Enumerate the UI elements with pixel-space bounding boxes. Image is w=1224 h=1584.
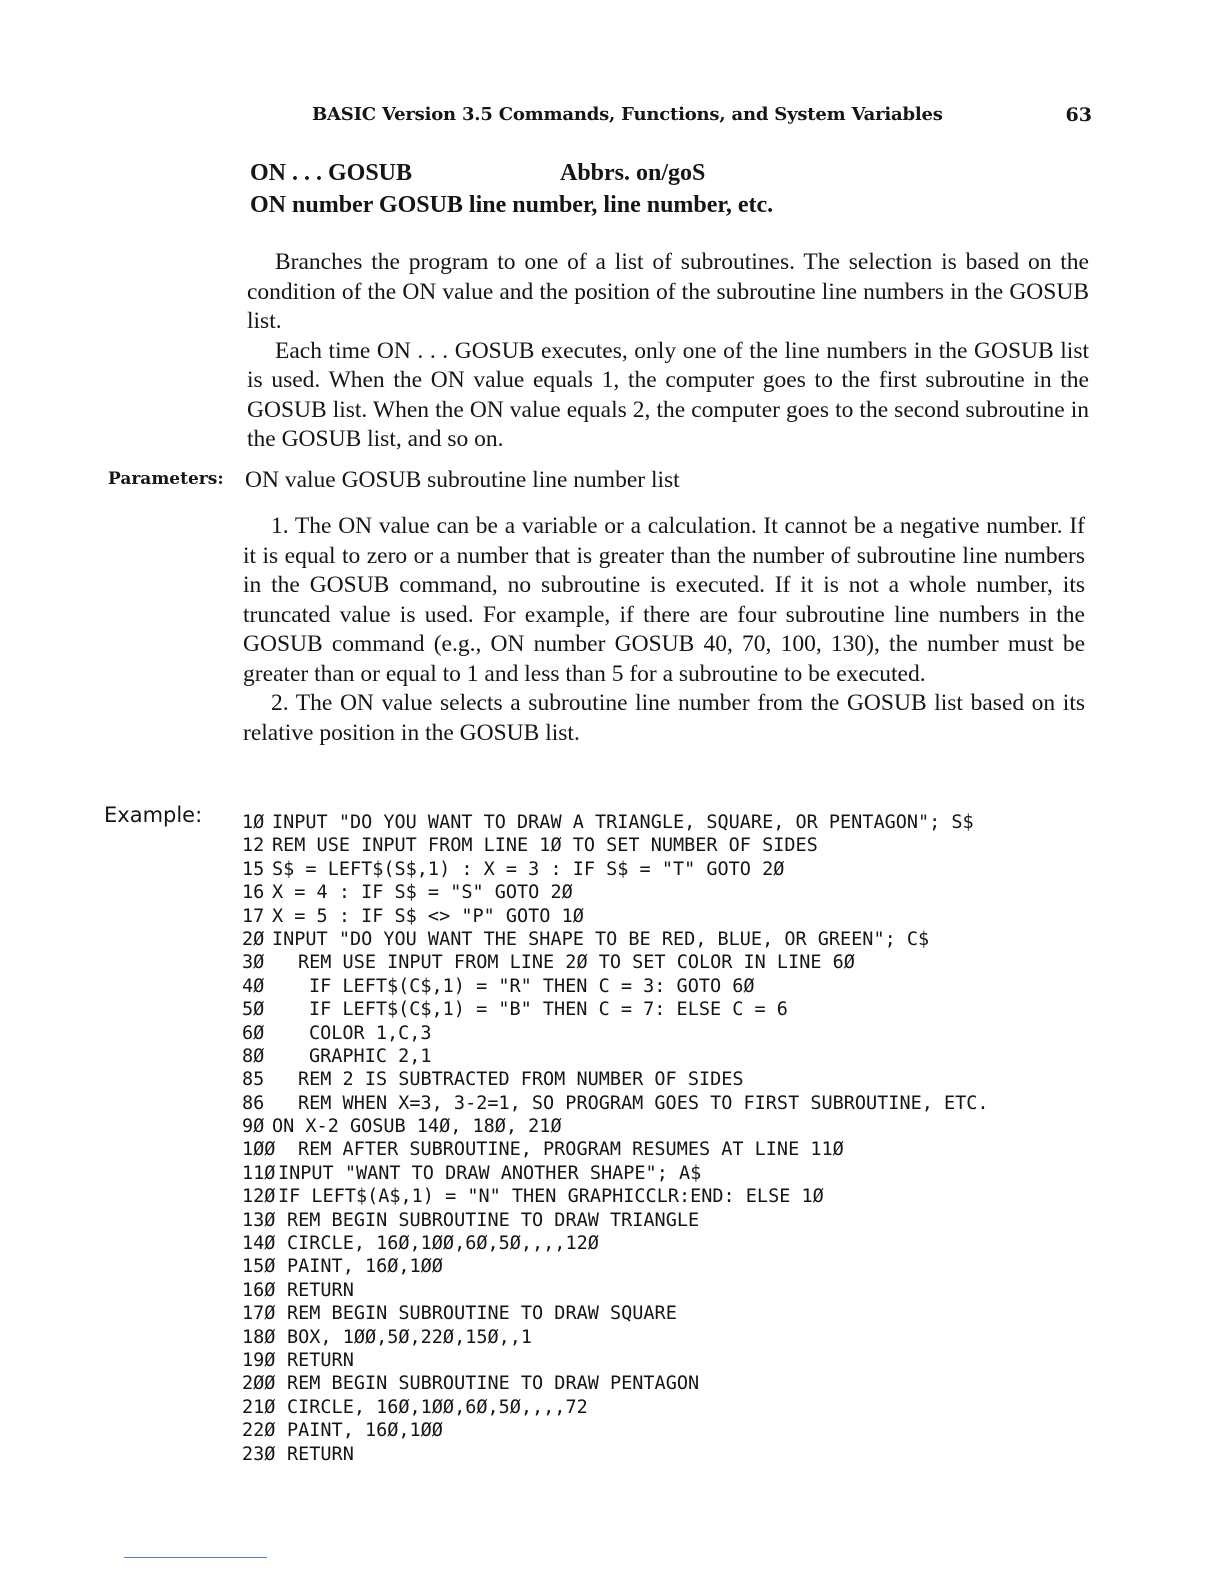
code-statement: CIRCLE, 16Ø,1ØØ,6Ø,5Ø,,,,12Ø: [287, 1233, 599, 1255]
code-line: [242, 1022, 1072, 1045]
code-line: [242, 1092, 1072, 1115]
code-line: [242, 951, 1072, 974]
code-statement: BOX, 1ØØ,5Ø,22Ø,15Ø,,1: [287, 1326, 533, 1348]
code-statement: PAINT, 16Ø,1ØØ: [287, 1256, 443, 1278]
page-number: 63: [1065, 104, 1092, 126]
code-statement: IF LEFT$(C$,1) = "R" THEN C = 3: GOTO 6Ø: [309, 975, 755, 997]
code-line: [242, 834, 1072, 857]
command-syntax: ON number GOSUB line number, line number, etc.: [250, 192, 774, 218]
code-line: [242, 881, 1072, 904]
code-statement: X = 5 : IF S$ <> "P" GOTO 1Ø: [272, 905, 584, 927]
parameter-note: 1. The ON value can be a variable or a calculation. It cannot be a negative number. If it is equal to zero or a number that is greater than the number of subroutine line numbers in the GOSUB command, no subroutine is executed. If it is not a whole number, its truncated value is used. For example, if there are four subroutine line numbers in the GOSUB command (e.g., ON number GOSUB 40, 70, 100, 130), the number must be greater than or equal to 1 and less than 5 for a subroutine to be executed.: [243, 513, 1085, 687]
code-statement: RETURN: [287, 1443, 354, 1465]
line-number: 12: [242, 835, 265, 857]
code-statement: REM BEGIN SUBROUTINE TO DRAW TRIANGLE: [287, 1209, 700, 1231]
code-statement: INPUT "DO YOU WANT TO DRAW A TRIANGLE, SQUARE, OR PENTAGON"; S$: [272, 812, 974, 833]
code-statement: REM 2 IS SUBTRACTED FROM NUMBER OF SIDES: [298, 1069, 744, 1091]
code-statement: GRAPHIC 2,1: [309, 1045, 432, 1067]
line-number: 17Ø: [242, 1303, 276, 1325]
line-number: 15Ø: [242, 1256, 276, 1278]
line-number: 9Ø: [242, 1116, 265, 1138]
code-statement: RETURN: [287, 1279, 354, 1301]
code-statement: IF LEFT$(A$,1) = "N" THEN GRAPHICCLR:END: ELSE 1Ø: [278, 1186, 824, 1208]
line-number: 18Ø: [242, 1326, 276, 1348]
code-statement: INPUT "WANT TO DRAW ANOTHER SHAPE"; A$: [278, 1162, 702, 1184]
code-line: [242, 1419, 1072, 1442]
parameters-label: Parameters:: [108, 469, 224, 489]
description-paragraph: Branches the program to one of a list of subroutines. The selection is based on the condition of the ON value and the position of the subroutine line numbers in the GOSUB list.: [247, 249, 1089, 334]
code-line: [242, 1349, 1072, 1372]
code-statement: REM WHEN X=3, 3-2=1, SO PROGRAM GOES TO FIRST SUBROUTINE, ETC.: [298, 1092, 989, 1114]
line-number: 11Ø: [242, 1162, 276, 1184]
code-line: [242, 1396, 1072, 1419]
code-statement: RETURN: [287, 1349, 354, 1371]
line-number: 19Ø: [242, 1349, 276, 1371]
code-line: [242, 1209, 1072, 1232]
running-header: [312, 104, 1092, 132]
parameters-summary: ON value GOSUB subroutine line number list: [245, 467, 680, 493]
line-number: 16Ø: [242, 1279, 276, 1301]
line-number: 6Ø: [242, 1022, 265, 1044]
line-number: 14Ø: [242, 1233, 276, 1255]
code-statement: X = 4 : IF S$ = "S" GOTO 2Ø: [272, 882, 573, 904]
line-number: 2Ø: [242, 928, 265, 950]
line-number: 22Ø: [242, 1420, 276, 1442]
line-number: 2ØØ: [242, 1373, 276, 1395]
line-number: 15: [242, 858, 265, 880]
line-number: 17: [242, 905, 265, 927]
code-statement: REM BEGIN SUBROUTINE TO DRAW PENTAGON: [287, 1373, 700, 1395]
code-line: [242, 1443, 1072, 1466]
code-line: [242, 1185, 1072, 1208]
line-number: 3Ø: [242, 952, 265, 974]
line-number: 86: [242, 1092, 265, 1114]
code-line: [242, 1138, 1072, 1161]
line-number: 23Ø: [242, 1443, 276, 1465]
line-number: 85: [242, 1069, 265, 1091]
line-number: 12Ø: [242, 1186, 276, 1208]
code-line: [242, 1232, 1072, 1255]
code-line: [242, 1255, 1072, 1278]
code-statement: REM USE INPUT FROM LINE 2Ø TO SET COLOR IN LINE 6Ø: [298, 952, 855, 974]
line-number: 4Ø: [242, 975, 265, 997]
command-name: ON . . . GOSUB: [250, 160, 413, 186]
line-number: 1Ø: [242, 812, 265, 833]
line-number: 8Ø: [242, 1045, 265, 1067]
code-statement: REM USE INPUT FROM LINE 1Ø TO SET NUMBER OF SIDES: [272, 835, 818, 857]
code-statement: REM AFTER SUBROUTINE, PROGRAM RESUMES AT LINE 11Ø: [298, 1139, 844, 1161]
footer-rule: [124, 1557, 267, 1558]
command-abbreviation: Abbrs. on/goS: [560, 160, 706, 186]
line-number: 16: [242, 882, 265, 904]
code-line: [242, 1302, 1072, 1325]
code-line: [242, 998, 1072, 1021]
code-statement: ON X-2 GOSUB 14Ø, 18Ø, 21Ø: [272, 1116, 562, 1138]
parameter-note: 2. The ON value selects a subroutine line number from the GOSUB list based on its relative position in the GOSUB list.: [243, 690, 1085, 746]
code-line: [242, 1372, 1072, 1395]
running-title: BASIC Version 3.5 Commands, Functions, and System Variables: [312, 104, 943, 125]
code-statement: CIRCLE, 16Ø,1ØØ,6Ø,5Ø,,,,72: [287, 1396, 588, 1418]
description-paragraph: Each time ON . . . GOSUB executes, only one of the line numbers in the GOSUB list is used. When the ON value equals 1, the computer goes to the first subroutine in the GOSUB list. When the ON value equals 2, the computer goes to the second subroutine in the GOSUB list, and so on.: [247, 337, 1089, 452]
code-line: [242, 975, 1072, 998]
code-statement: IF LEFT$(C$,1) = "B" THEN C = 7: ELSE C = 6: [309, 999, 788, 1021]
line-number: 5Ø: [242, 999, 265, 1021]
line-number: 1ØØ: [242, 1139, 276, 1161]
code-statement: REM BEGIN SUBROUTINE TO DRAW SQUARE: [287, 1303, 677, 1325]
command-heading: [250, 157, 970, 221]
code-line: [242, 1115, 1072, 1138]
code-statement: PAINT, 16Ø,1ØØ: [287, 1420, 443, 1442]
code-line: [242, 928, 1072, 951]
example-label: Example:: [104, 803, 203, 827]
code-line: [242, 811, 1072, 834]
code-line: [242, 1279, 1072, 1302]
code-line: [242, 1068, 1072, 1091]
line-number: 13Ø: [242, 1209, 276, 1231]
code-listing: [242, 811, 1072, 1466]
code-line: [242, 1045, 1072, 1068]
code-line: [242, 1162, 1072, 1185]
code-line: [242, 858, 1072, 881]
code-statement: S$ = LEFT$(S$,1) : X = 3 : IF S$ = "T" GOTO 2Ø: [272, 858, 785, 880]
description: [247, 248, 1089, 455]
parameter-notes: [243, 512, 1085, 748]
code-line: [242, 905, 1072, 928]
code-line: [242, 1326, 1072, 1349]
code-statement: COLOR 1,C,3: [309, 1022, 432, 1044]
code-statement: INPUT "DO YOU WANT THE SHAPE TO BE RED, BLUE, OR GREEN"; C$: [272, 928, 930, 950]
line-number: 21Ø: [242, 1396, 276, 1418]
